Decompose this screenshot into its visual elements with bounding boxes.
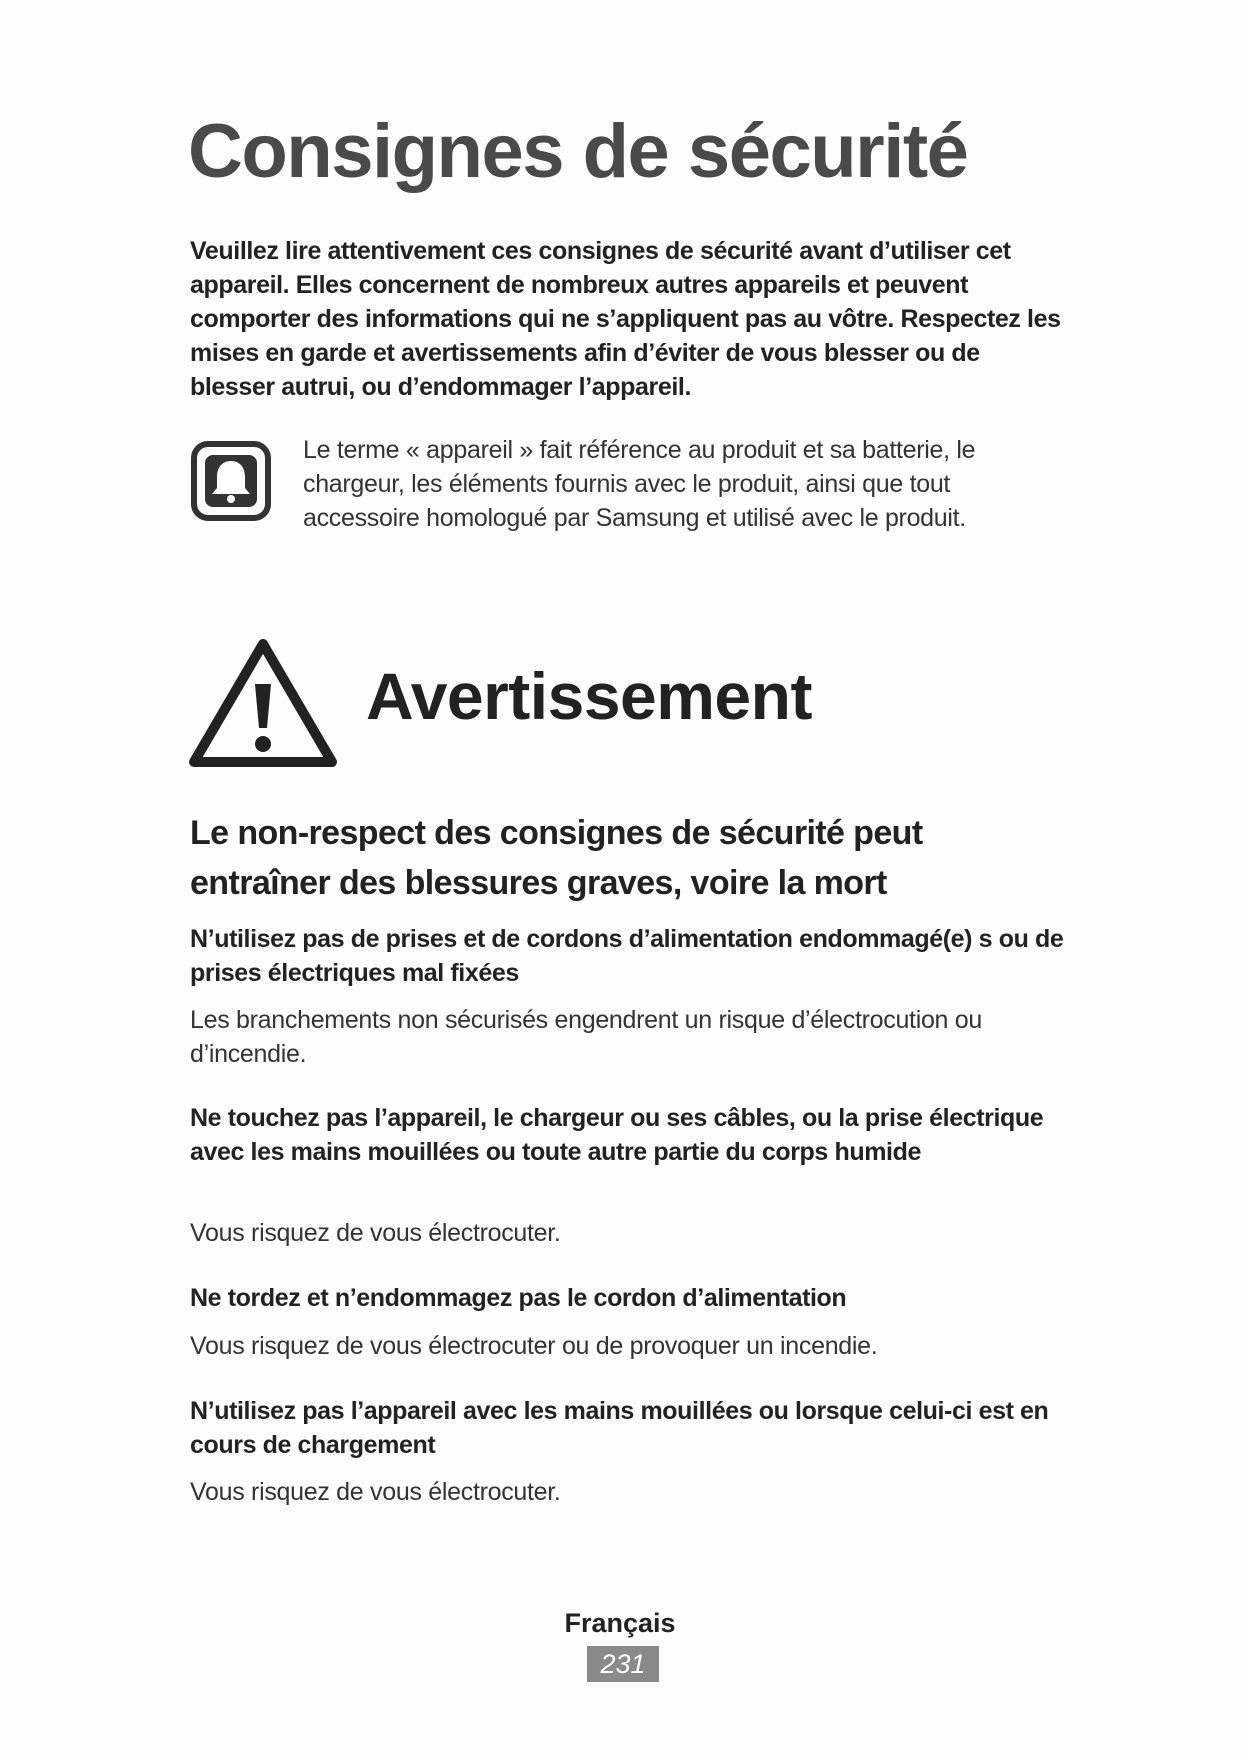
page-number: 231 xyxy=(587,1646,659,1682)
warning-triangle-icon xyxy=(188,636,338,770)
item-title: N’utilisez pas de prises et de cordons d’alimentation endommagé(e) s ou de prises électriques mal fixées xyxy=(190,925,1064,987)
item-title: N’utilisez pas l’appareil avec les mains mouillées ou lorsque celui-ci est en cours de chargement xyxy=(190,1397,1049,1459)
note-text: Le terme « appareil » fait référence au produit et sa batterie, le chargeur, les éléments fournis avec le produit, ainsi que tout accessoire homologué par Samsung et utilisé avec le produit. xyxy=(303,436,976,532)
item-title: Ne tordez et n’endommagez pas le cordon d’alimentation xyxy=(190,1284,847,1312)
footer-language: Français xyxy=(564,1608,676,1638)
item-title: Ne touchez pas l’appareil, le chargeur ou ses câbles, ou la prise électrique avec les mains mouillées ou toute autre partie du corps humide xyxy=(190,1104,1044,1166)
page-title: Consignes de sécurité xyxy=(188,109,968,194)
item-body: Vous risquez de vous électrocuter ou de provoquer un incendie. xyxy=(190,1332,878,1360)
warning-subheading: Le non-respect des consignes de sécurité peut entraîner des blessures graves, voire la mort xyxy=(190,814,923,902)
warning-title: Avertissement xyxy=(366,659,812,733)
intro-paragraph: Veuillez lire attentivement ces consignes de sécurité avant d’utiliser cet appareil. Elles concernent de nombreux autres appareils et peuvent comporter des informations qui ne s’appliquent pas au vôtre. Respectez les mises en garde et avertissements afin d’éviter de vous blesser ou de blesser autrui, ou d’endommager l’appareil. xyxy=(190,237,1061,401)
item-body: Vous risquez de vous électrocuter. xyxy=(190,1478,561,1506)
item-body: Vous risquez de vous électrocuter. xyxy=(190,1219,561,1247)
bell-notice-icon xyxy=(190,440,272,522)
item-body: Les branchements non sécurisés engendrent un risque d’électrocution ou d’incendie. xyxy=(190,1006,983,1068)
